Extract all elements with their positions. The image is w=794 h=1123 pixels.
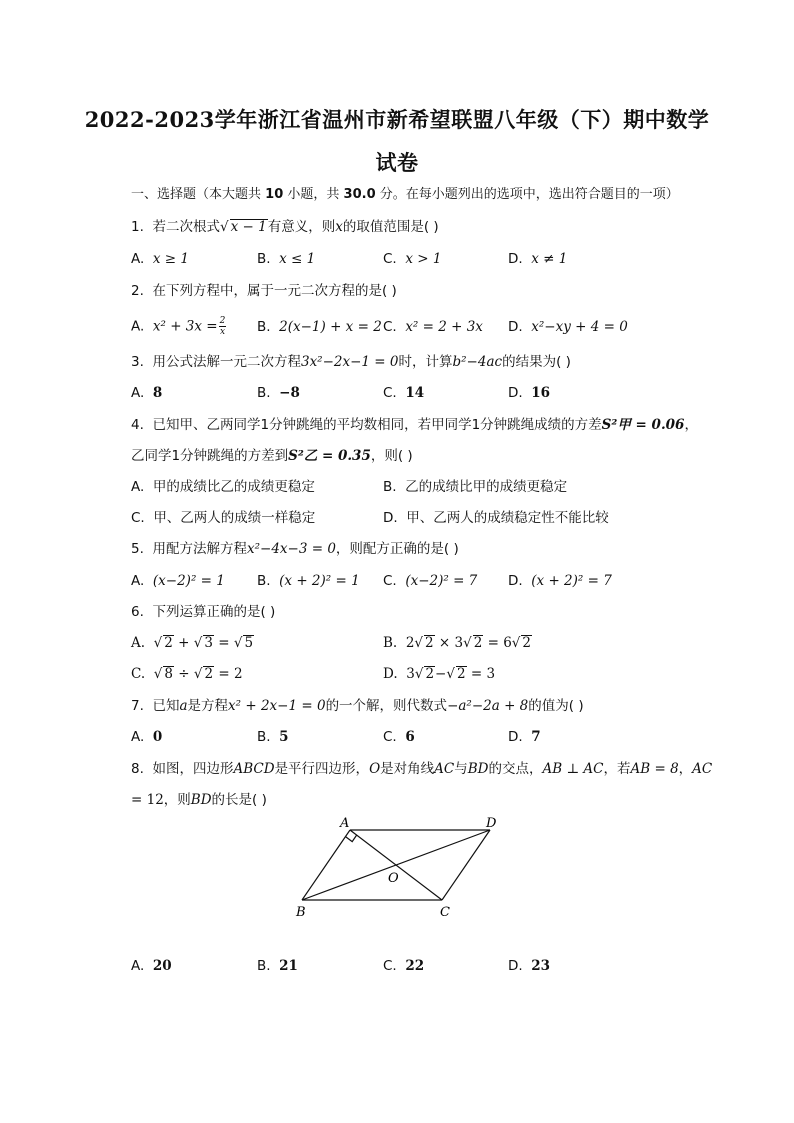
variable: a	[179, 698, 188, 714]
question-number: 6.	[131, 604, 144, 620]
q5-option-c	[383, 572, 477, 590]
q6-option-b	[383, 634, 532, 652]
question-text: 的长是( )	[211, 792, 267, 808]
q8-option-b	[257, 957, 298, 975]
option-letter: C.	[383, 958, 397, 974]
operator: = 2	[214, 666, 243, 682]
q4-option-c	[131, 509, 315, 527]
q4-option-d	[383, 509, 609, 527]
radicand: 2	[164, 635, 173, 651]
option-letter: C.	[131, 666, 146, 682]
question-7	[131, 697, 584, 715]
equation: x²−4x−3 = 0	[246, 541, 336, 557]
question-text: ，则( )	[370, 448, 413, 464]
q7-option-a	[131, 728, 162, 746]
option-letter: B.	[257, 729, 271, 745]
option-letter: B.	[257, 958, 271, 974]
question-text: ，则	[163, 792, 191, 808]
segment-name: BD	[467, 761, 489, 777]
question-text: 用配方法解方程	[152, 541, 247, 557]
option-letter: C.	[383, 729, 397, 745]
vertex-label-c: C	[440, 905, 450, 920]
equation: x² + 2x−1 = 0	[228, 698, 326, 714]
q3-option-c	[383, 384, 424, 402]
question-text: 已知甲、乙两同学1分钟跳绳的平均数相同，若甲同学1分钟跳绳成绩的方差	[152, 417, 602, 433]
q5-option-a	[131, 572, 225, 590]
question-number: 8.	[131, 761, 144, 777]
option-text: 2(x−1) + x = 2	[279, 319, 382, 335]
q8-option-a	[131, 957, 172, 975]
sqrt-symbol: √	[233, 635, 243, 651]
option-letter: D.	[508, 251, 523, 267]
option-text: 14	[405, 385, 425, 401]
total-score: 30.0	[343, 187, 376, 202]
diagonal-bd	[302, 830, 490, 900]
option-text: 23	[531, 958, 551, 974]
option-letter: D.	[508, 958, 523, 974]
question-text: ，	[684, 417, 698, 433]
operator: −	[435, 666, 447, 682]
option-letter: B.	[257, 251, 271, 267]
question-text: 用公式法解一元二次方程	[152, 354, 301, 370]
question-text: 的取值范围是( )	[342, 219, 439, 235]
q2-option-d	[508, 318, 628, 336]
question-6	[131, 603, 275, 621]
side-ab	[302, 830, 350, 900]
radicand: 8	[164, 666, 173, 682]
option-text: (x + 2)² = 1	[279, 573, 360, 589]
section-heading-text: 分。在每小题列出的选项中，选出符合题目的一项）	[379, 187, 679, 202]
operator: = 6	[483, 635, 512, 651]
question-text: 如图，四边形	[152, 761, 234, 777]
option-letter: A.	[131, 251, 145, 267]
q7-option-d	[508, 728, 541, 746]
radicand: 2	[473, 635, 483, 651]
q1-option-d	[508, 250, 567, 268]
sqrt-symbol: √	[193, 666, 203, 682]
operator: × 3	[434, 635, 464, 651]
question-4	[131, 416, 698, 434]
option-text: x ≠ 1	[531, 251, 568, 267]
segment-name: AC	[692, 761, 713, 777]
section-heading-text: 小题，共	[287, 187, 340, 202]
option-text: 乙的成绩比甲的成绩更稳定	[405, 479, 568, 495]
question-number: 2.	[131, 283, 144, 299]
question-text: ，	[678, 761, 693, 777]
sqrt-symbol: √	[153, 666, 163, 682]
question-text: 的交点，	[488, 761, 543, 777]
operator: ÷	[173, 666, 194, 682]
radicand: 2	[204, 666, 214, 682]
q5-option-d	[508, 572, 612, 590]
question-text: 在下列方程中，属于一元二次方程的是( )	[152, 283, 397, 299]
option-letter: C.	[383, 251, 397, 267]
option-text: 8	[152, 385, 163, 401]
question-text: 若二次根式	[152, 219, 220, 235]
q3-option-a	[131, 384, 162, 402]
option-text: 5	[279, 729, 289, 745]
q1-option-a	[131, 250, 189, 268]
question-text: 与	[454, 761, 468, 777]
option-letter: B.	[257, 385, 271, 401]
option-letter: C.	[383, 319, 397, 335]
segment-name: AC	[434, 761, 455, 777]
segment-name: BD	[190, 792, 212, 808]
option-text: (x−2)² = 1	[152, 573, 225, 589]
question-8-line-2	[131, 791, 267, 809]
question-1	[131, 218, 439, 236]
intersection-label-o: O	[388, 871, 399, 886]
option-text: 22	[405, 958, 425, 974]
option-letter: D.	[508, 729, 523, 745]
option-text: (x + 2)² = 7	[531, 573, 612, 589]
fraction-denominator: x	[219, 327, 226, 337]
q1-option-c	[383, 250, 441, 268]
q1-option-b	[257, 250, 315, 268]
q7-option-c	[383, 728, 415, 746]
figure-name: ABCD	[233, 761, 275, 777]
radicand: 5	[244, 635, 254, 651]
option-letter: B.	[257, 573, 271, 589]
option-text: x > 1	[405, 251, 442, 267]
option-text: 6	[405, 729, 415, 745]
paper-title-line-2: 试卷	[375, 150, 419, 175]
question-3	[131, 353, 571, 371]
option-text: (x−2)² = 7	[405, 573, 478, 589]
option-letter: C.	[131, 510, 145, 526]
paper-title-line-1: 2022-2023学年浙江省温州市新希望联盟八年级（下）期中数学	[84, 107, 710, 132]
option-letter: D.	[383, 510, 398, 526]
q3-option-b	[257, 384, 300, 402]
question-text: ，则配方正确的是( )	[335, 541, 459, 557]
option-text: 甲、乙两人的成绩一样稳定	[153, 510, 316, 526]
option-text: x² + 3x =	[152, 318, 218, 335]
vertex-label-b: B	[296, 905, 306, 920]
option-text: 甲的成绩比乙的成绩更稳定	[152, 479, 315, 495]
option-letter: B.	[383, 635, 398, 651]
option-letter: A.	[131, 479, 145, 495]
operator: = 3	[466, 666, 496, 682]
question-2	[131, 282, 397, 300]
option-letter: A.	[131, 385, 145, 401]
option-text: x² = 2 + 3x	[405, 319, 483, 335]
parallelogram-figure	[290, 810, 510, 922]
question-number: 7.	[131, 698, 144, 714]
radicand: 2	[456, 666, 466, 682]
side-dc	[442, 830, 490, 900]
option-text: 甲、乙两人的成绩稳定性不能比较	[406, 510, 609, 526]
radicand: 2	[522, 635, 531, 651]
sqrt-symbol: √	[463, 635, 472, 651]
section-heading	[131, 186, 679, 204]
option-text: x²−xy + 4 = 0	[531, 319, 628, 335]
question-text: 是方程	[187, 698, 229, 714]
option-text: 16	[531, 385, 551, 401]
option-text: 7	[531, 729, 541, 745]
fraction-numerator: 2	[219, 316, 226, 326]
option-letter: D.	[508, 385, 523, 401]
sqrt-symbol: √	[446, 666, 455, 682]
sqrt-symbol: √	[193, 635, 203, 651]
option-letter: A.	[131, 573, 145, 589]
question-text: 的结果为( )	[502, 354, 571, 370]
question-number: 1.	[131, 219, 144, 235]
section-heading-text: 一、选择题（本大题共	[131, 187, 262, 202]
q3-option-d	[508, 384, 550, 402]
question-text: 的值为( )	[528, 698, 584, 714]
option-letter: C.	[383, 385, 397, 401]
q6-option-a	[131, 634, 254, 652]
question-text: 有意义，则	[267, 219, 336, 235]
question-text: 时，计算	[398, 354, 453, 370]
fraction	[219, 316, 227, 337]
sqrt-symbol: √	[219, 219, 229, 235]
q2-option-c	[383, 318, 483, 336]
option-letter: C.	[383, 573, 397, 589]
q4-option-a	[131, 478, 315, 496]
option-letter: D.	[508, 573, 523, 589]
q4-option-b	[383, 478, 567, 496]
expression: −a²−2a + 8	[447, 698, 529, 714]
expression: b²−4ac	[452, 354, 503, 370]
sqrt-symbol: √	[414, 666, 424, 682]
q7-option-b	[257, 728, 289, 746]
expression: AB ⊥ AC	[542, 761, 604, 777]
question-8	[131, 760, 712, 778]
coefficient: 3	[406, 666, 415, 682]
option-text: 20	[152, 958, 172, 974]
sqrt-symbol: √	[414, 635, 424, 651]
variable: x	[335, 219, 343, 235]
sqrt-symbol: √	[153, 635, 163, 651]
question-text: 乙同学1分钟跳绳的方差到	[131, 448, 289, 464]
question-number: 3.	[131, 354, 144, 370]
option-letter: B.	[383, 479, 397, 495]
question-text: 的一个解，则代数式	[325, 698, 448, 714]
radicand: 2	[425, 666, 435, 682]
vertex-label-a: A	[340, 816, 350, 831]
point-name: O	[369, 761, 381, 777]
question-5	[131, 540, 459, 558]
question-4-line-2	[131, 447, 413, 465]
question-count: 10	[265, 187, 284, 202]
option-text: x ≤ 1	[279, 251, 316, 267]
operator: =	[213, 635, 234, 651]
q6-option-d	[383, 665, 495, 683]
question-text: 是平行四边形，	[274, 761, 370, 777]
radicand: x − 1	[230, 219, 267, 235]
question-text: ，若	[603, 761, 631, 777]
expression: AB = 8	[630, 761, 679, 777]
variance-expression: S²甲 = 0.06	[601, 417, 685, 433]
option-text: x ≥ 1	[152, 251, 189, 267]
sqrt-symbol: √	[511, 635, 521, 651]
variance-expression: S²乙 = 0.35	[288, 448, 371, 464]
question-text: 下列运算正确的是( )	[152, 604, 276, 620]
q5-option-b	[257, 572, 360, 590]
option-letter: A.	[131, 958, 145, 974]
option-text: 21	[279, 958, 298, 974]
radicand: 3	[204, 635, 213, 651]
option-letter: D.	[383, 666, 398, 682]
option-letter: A.	[131, 318, 145, 335]
expression: = 12	[131, 792, 164, 808]
q2-option-a	[131, 316, 227, 337]
question-number: 5.	[131, 541, 144, 557]
q2-option-b	[257, 318, 382, 336]
radicand: 2	[425, 635, 434, 651]
option-letter: A.	[131, 635, 146, 651]
coefficient: 2	[405, 635, 415, 651]
option-text: 0	[152, 729, 163, 745]
question-text: 已知	[152, 698, 180, 714]
q8-option-c	[383, 957, 424, 975]
vertex-label-d: D	[486, 816, 497, 831]
q6-option-c	[131, 665, 243, 683]
option-letter: D.	[508, 319, 523, 335]
equation: 3x²−2x−1 = 0	[300, 354, 399, 370]
question-text: 是对角线	[380, 761, 435, 777]
q8-option-d	[508, 957, 550, 975]
right-angle-mark	[346, 835, 357, 842]
operator: +	[173, 635, 194, 651]
option-text: −8	[279, 385, 300, 401]
option-letter: B.	[257, 319, 271, 335]
question-number: 4.	[131, 417, 144, 433]
option-letter: A.	[131, 729, 145, 745]
